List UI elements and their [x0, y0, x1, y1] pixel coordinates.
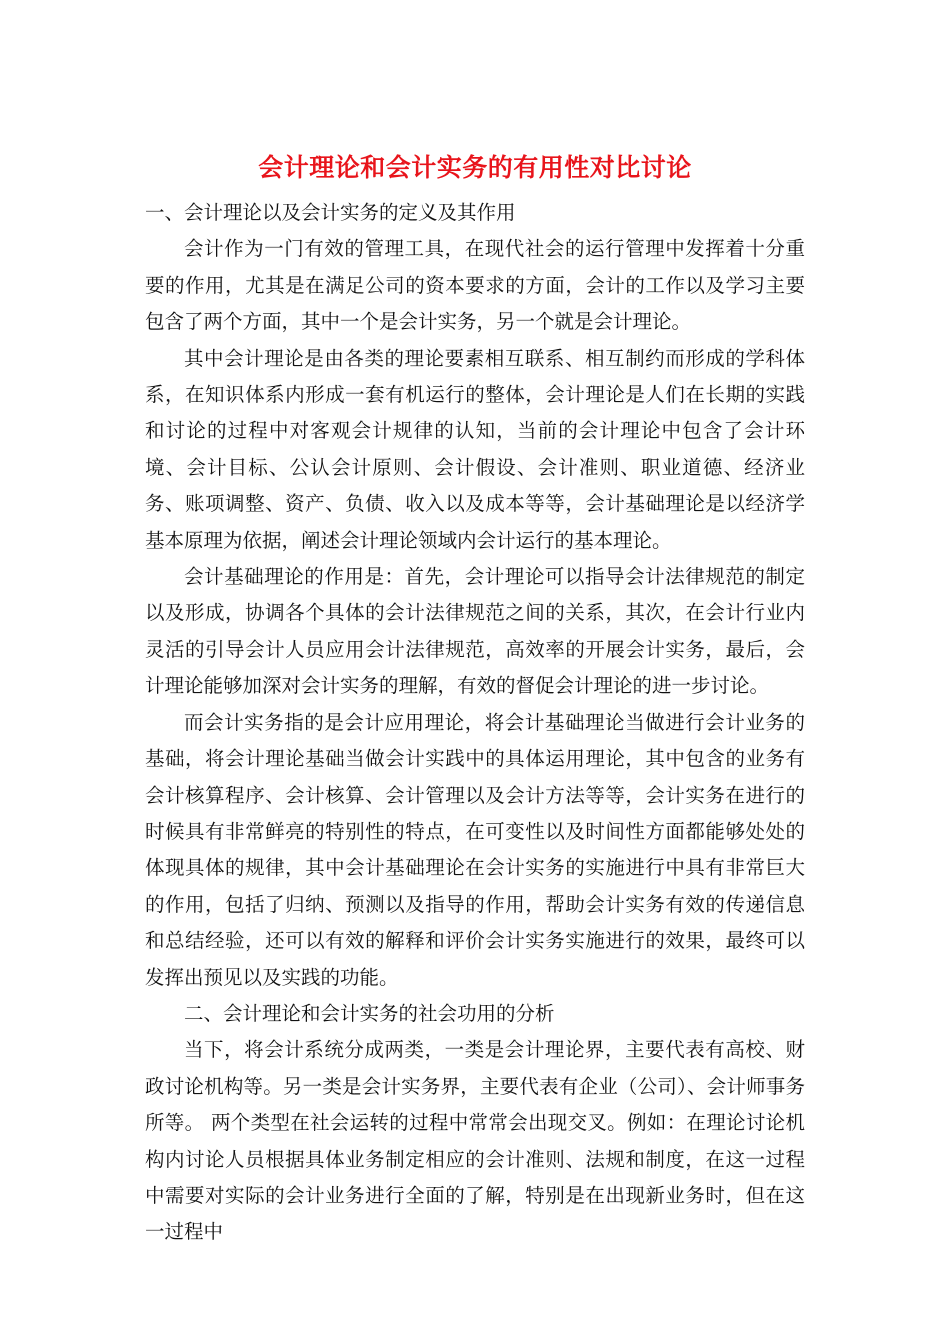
- document-body: [145, 195, 805, 1251]
- document-title: 会计理论和会计实务的有用性对比讨论: [258, 153, 692, 182]
- paragraph: 而会计实务指的是会计应用理论，将会计基础理论当做进行会计业务的基础，将会计理论基础当做会计实践中的具体运用理论，其中包含的业务有会计核算程序、会计核算、会计管理以及会计方法等等，会计实务在进行的时候具有非常鲜亮的特别性的特点，在可变性以及时间性方面都能够处处的体现具体的规律，其中会计基础理论在会计实务的实施进行中具有非常巨大的作用，包括了归纳、预测以及指导的作用，帮助会计实务有效的传递信息和总结经验，还可以有效的解释和评价会计实务实施进行的效果，最终可以发挥出预见以及实践的功能。: [145, 710, 805, 989]
- paragraph: 当下，将会计系统分成两类，一类是会计理论界，主要代表有高校、财政讨论机构等。另一类是会计实务界，主要代表有企业（公司）、会计师事务所等。 两个类型在社会运转的过程中常常会出现交叉。例如：在理论讨论机构内讨论人员根据具体业务制定相应的会计准则、法规和制度，在这一过程中需要对实际的会计业务进行全面的了解，特别是在出现新业务时，但在这一过程中: [145, 1038, 805, 1244]
- section-heading-2: 二、会计理论和会计实务的社会功用的分析: [184, 1001, 555, 1025]
- section-heading-1: 一、会计理论以及会计实务的定义及其作用: [145, 201, 516, 224]
- paragraph: 其中会计理论是由各类的理论要素相互联系、相互制约而形成的学科体系，在知识体系内形成一套有机运行的整体，会计理论是人们在长期的实践和讨论的过程中对客观会计规律的认知，当前的会计理论中包含了会计环境、会计目标、公认会计原则、会计假设、会计准则、职业道德、经济业务、账项调整、资产、负债、收入以及成本等等，会计基础理论是以经济学基本原理为依据，阐述会计理论领域内会计运行的基本理论。: [145, 346, 805, 552]
- paragraph: 会计基础理论的作用是：首先，会计理论可以指导会计法律规范的制定以及形成，协调各个具体的会计法律规范之间的关系，其次，在会计行业内灵活的引导会计人员应用会计法律规范，高效率的开展会计实务，最后，会计理论能够加深对会计实务的理解，有效的督促会计理论的进一步讨论。: [145, 565, 805, 698]
- paragraph: 会计作为一门有效的管理工具，在现代社会的运行管理中发挥着十分重要的作用，尤其是在满足公司的资本要求的方面，会计的工作以及学习主要包含了两个方面，其中一个是会计实务，另一个就是会计理论。: [145, 237, 805, 334]
